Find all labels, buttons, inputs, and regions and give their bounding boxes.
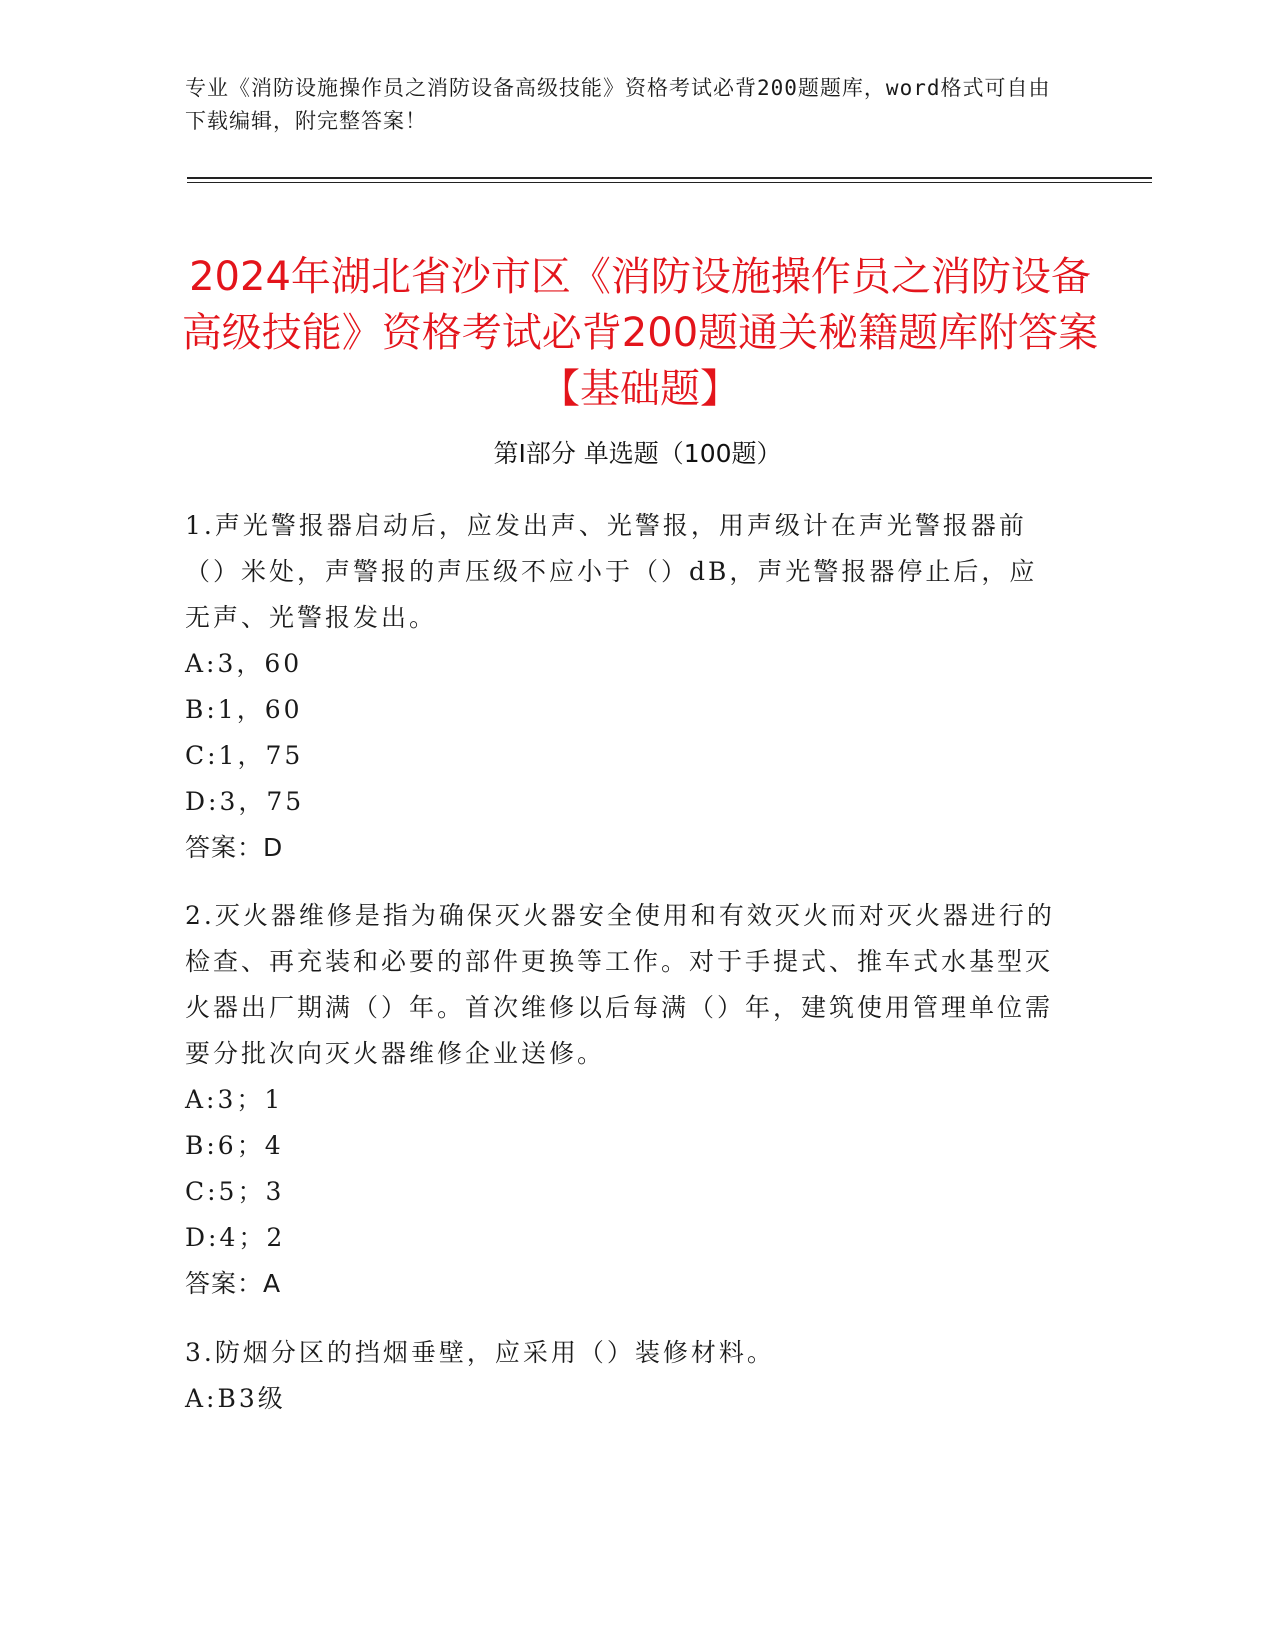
- question-stem: 3.防烟分区的挡烟垂壁，应采用（）装修材料。: [185, 1338, 775, 1367]
- question-3: [185, 1330, 1065, 1422]
- option-c: C:1，75: [185, 741, 304, 770]
- option-c: C:5；3: [185, 1177, 285, 1206]
- option-b: B:6；4: [185, 1131, 284, 1160]
- option-b: B:1，60: [185, 695, 303, 724]
- question-2: [185, 893, 1065, 1307]
- header-divider-thick: [187, 177, 1152, 179]
- question-stem: 2.灭火器维修是指为确保灭火器安全使用和有效灭火而对灭火器进行的检查、再充装和必要的部件更换等工作。对于手提式、推车式水基型灭火器出厂期满（）年。首次维修以后每满（）年，建筑使用管理单位需要分批次向灭火器维修企业送修。: [185, 901, 1055, 1068]
- question-1: [185, 503, 1065, 871]
- document-title: 2024年湖北省沙市区《消防设施操作员之消防设备高级技能》资格考试必背200题通关秘籍题库附答案【基础题】: [181, 253, 1099, 412]
- answer: 答案：A: [185, 1269, 282, 1298]
- header-divider-thin: [187, 182, 1152, 183]
- answer: 答案：D: [185, 833, 284, 862]
- option-a: A:3，60: [185, 649, 303, 678]
- header-note: 专业《消防设施操作员之消防设备高级技能》资格考试必背200题题库，word格式可自由下载编辑，附完整答案！: [185, 76, 1051, 133]
- question-stem: 1.声光警报器启动后，应发出声、光警报，用声级计在声光警报器前（）米处，声警报的声压级不应小于（）dB，声光警报器停止后，应无声、光警报发出。: [185, 511, 1038, 632]
- option-a: A:B3级: [185, 1384, 286, 1413]
- option-a: A:3；1: [185, 1085, 284, 1114]
- section-title: 第Ⅰ部分 单选题（100题）: [493, 439, 782, 468]
- option-d: D:4；2: [185, 1223, 286, 1252]
- option-d: D:3，75: [185, 787, 305, 816]
